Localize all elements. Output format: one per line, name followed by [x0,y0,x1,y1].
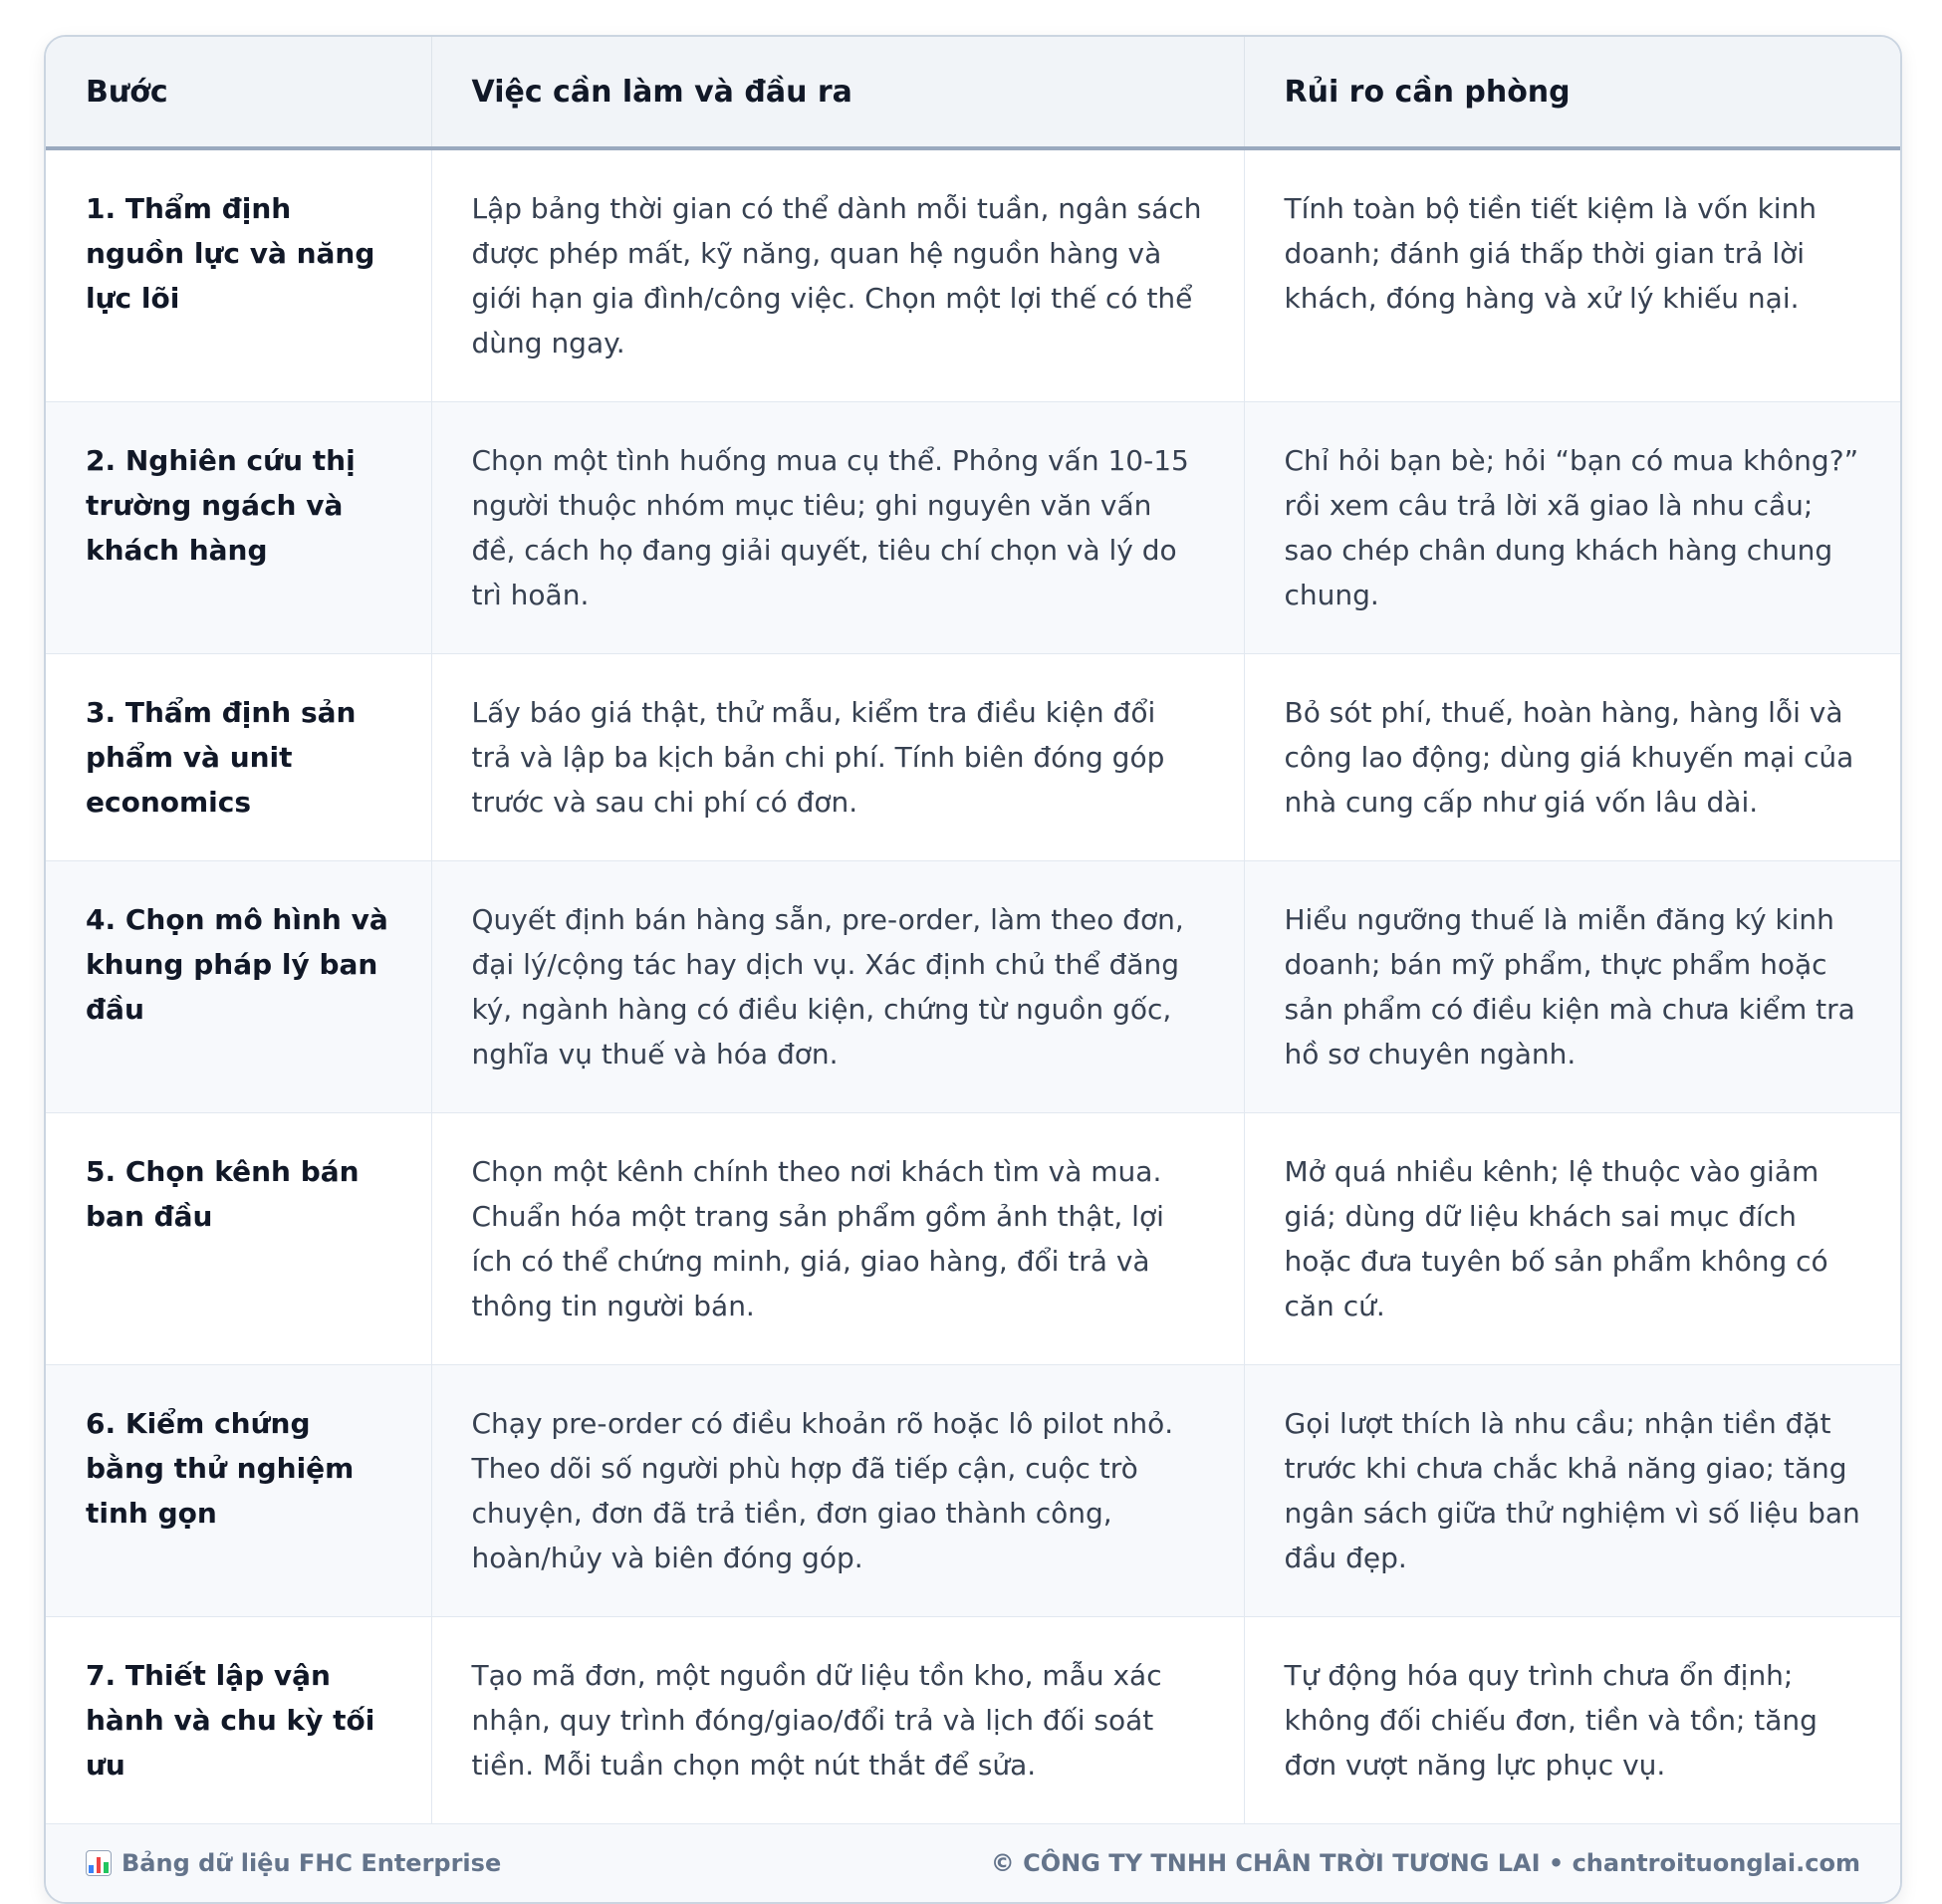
risk-cell: Chỉ hỏi bạn bè; hỏi “bạn có mua không?” rồi xem câu trả lời xã giao là nhu cầu; sao chép chân dung khách hàng chung chung. [1244,402,1900,654]
task-cell: Lập bảng thời gian có thể dành mỗi tuần, ngân sách được phép mất, kỹ năng, quan hệ nguồn hàng và giới hạn gia đình/công việc. Chọn một lợi thế có thể dùng ngay. [431,148,1244,402]
step-cell: 7. Thiết lập vận hành và chu kỳ tối ưu [46,1617,431,1824]
risk-cell: Bỏ sót phí, thuế, hoàn hàng, hàng lỗi và công lao động; dùng giá khuyến mại của nhà cung cấp như giá vốn lâu dài. [1244,654,1900,861]
bar-chart-icon [86,1850,112,1876]
risk-cell: Tự động hóa quy trình chưa ổn định; không đối chiếu đơn, tiền và tồn; tăng đơn vượt năng lực phục vụ. [1244,1617,1900,1824]
table-header [46,37,1900,148]
table-row [46,861,1900,1113]
risk-cell: Gọi lượt thích là nhu cầu; nhận tiền đặt trước khi chưa chắc khả năng giao; tăng ngân sách giữa thử nghiệm vì số liệu ban đầu đẹp. [1244,1365,1900,1617]
step-cell: 1. Thẩm định nguồn lực và năng lực lõi [46,148,431,402]
step-cell: 3. Thẩm định sản phẩm và unit economics [46,654,431,861]
step-cell: 2. Nghiên cứu thị trường ngách và khách hàng [46,402,431,654]
risk-cell: Mở quá nhiều kênh; lệ thuộc vào giảm giá; dùng dữ liệu khách sai mục đích hoặc đưa tuyên bố sản phẩm không có căn cứ. [1244,1113,1900,1365]
header-task: Việc cần làm và đầu ra [431,37,1244,148]
data-table-card [44,35,1902,1904]
table-row [46,654,1900,861]
risk-cell: Hiểu ngưỡng thuế là miễn đăng ký kinh doanh; bán mỹ phẩm, thực phẩm hoặc sản phẩm có điều kiện mà chưa kiểm tra hồ sơ chuyên ngành. [1244,861,1900,1113]
footer-source [86,1849,501,1877]
task-cell: Lấy báo giá thật, thử mẫu, kiểm tra điều kiện đổi trả và lập ba kịch bản chi phí. Tính biên đóng góp trước và sau chi phí có đơn. [431,654,1244,861]
task-cell: Chạy pre-order có điều khoản rõ hoặc lô pilot nhỏ. Theo dõi số người phù hợp đã tiếp cận, cuộc trò chuyện, đơn đã trả tiền, đơn giao thành công, hoàn/hủy và biên đóng góp. [431,1365,1244,1617]
task-cell: Quyết định bán hàng sẵn, pre-order, làm theo đơn, đại lý/cộng tác hay dịch vụ. Xác định chủ thể đăng ký, ngành hàng có điều kiện, chứng từ nguồn gốc, nghĩa vụ thuế và hóa đơn. [431,861,1244,1113]
table-row [46,402,1900,654]
task-cell: Chọn một tình huống mua cụ thể. Phỏng vấn 10-15 người thuộc nhóm mục tiêu; ghi nguyên văn vấn đề, cách họ đang giải quyết, tiêu chí chọn và lý do trì hoãn. [431,402,1244,654]
table-row [46,1365,1900,1617]
table-row [46,1617,1900,1824]
table-row [46,148,1900,402]
step-cell: 4. Chọn mô hình và khung pháp lý ban đầu [46,861,431,1113]
step-cell: 6. Kiểm chứng bằng thử nghiệm tinh gọn [46,1365,431,1617]
header-step: Bước [46,37,431,148]
risk-cell: Tính toàn bộ tiền tiết kiệm là vốn kinh doanh; đánh giá thấp thời gian trả lời khách, đóng hàng và xử lý khiếu nại. [1284,192,1818,315]
footer-copyright: © CÔNG TY TNHH CHÂN TRỜI TƯƠNG LAI • chantroituonglai.com [990,1849,1860,1877]
step-cell: 5. Chọn kênh bán ban đầu [46,1113,431,1365]
header-risk: Rủi ro cần phòng [1244,37,1900,148]
task-cell: Tạo mã đơn, một nguồn dữ liệu tồn kho, mẫu xác nhận, quy trình đóng/giao/đổi trả và lịch đối soát tiền. Mỗi tuần chọn một nút thắt để sửa. [431,1617,1244,1824]
table-row [46,1113,1900,1365]
footer-source-label: Bảng dữ liệu FHC Enterprise [121,1849,502,1877]
header-row [46,37,1900,148]
table-body [46,148,1900,1823]
steps-table [46,37,1900,1823]
task-cell: Chọn một kênh chính theo nơi khách tìm và mua. Chuẩn hóa một trang sản phẩm gồm ảnh thật, lợi ích có thể chứng minh, giá, giao hàng, đổi trả và thông tin người bán. [431,1113,1244,1365]
table-footer [46,1823,1900,1902]
